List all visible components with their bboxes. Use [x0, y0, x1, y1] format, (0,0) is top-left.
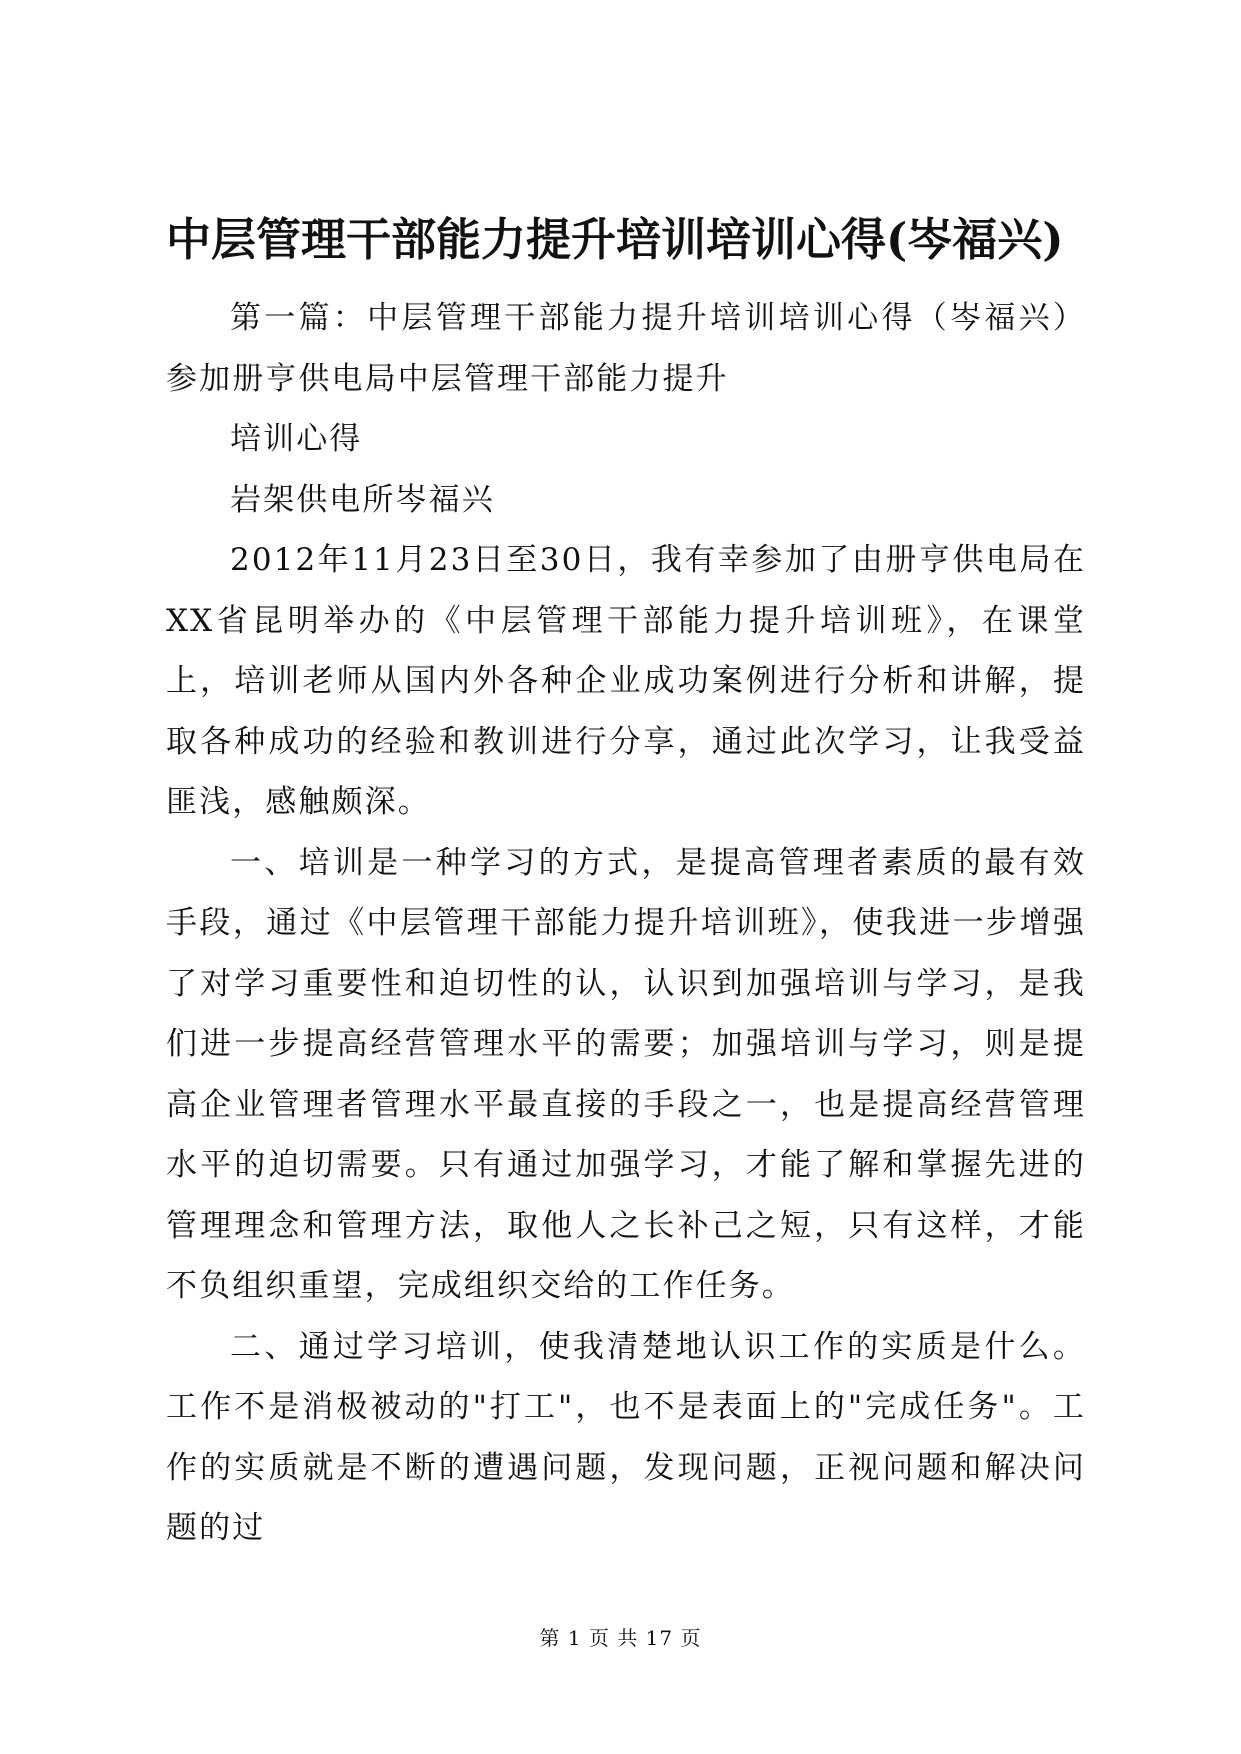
paragraph-point-two: 二、通过学习培训，使我清楚地认识工作的实质是什么。工作不是消极被动的"打工"，也不是表面上的"完成任务"。工作的实质就是不断的遭遇问题，发现问题，正视问题和解决问题的过 [166, 1328, 1086, 1546]
paragraph-opening: 2012年11月23日至30日，我有幸参加了由册亨供电局在XX省昆明举办的《中层管理干部能力提升培训班》，在课堂上，培训老师从国内外各种企业成功案例进行分析和讲解，提取各种成功的经验和教训进行分享，通过此次学习，让我受益匪浅，感触颇深。 [166, 542, 1086, 820]
paragraph-intro: 第一篇：中层管理干部能力提升培训培训心得（岑福兴）参加册亨供电局中层管理干部能力提升 [166, 300, 1086, 397]
document-body [166, 288, 1086, 1559]
document-title: 中层管理干部能力提升培训培训心得(岑福兴) [166, 213, 1064, 266]
paragraph-heading: 培训心得 [230, 421, 363, 457]
paragraph-point-one: 一、培训是一种学习的方式，是提高管理者素质的最有效手段，通过《中层管理干部能力提升培训班》，使我进一步增强了对学习重要性和迫切性的认，认识到加强培训与学习，是我们进一步提高经营管理水平的需要；加强培训与学习，则是提高企业管理者管理水平最直接的手段之一，也是提高经营管理水平的迫切需要。只有通过加强学习，才能了解和掌握先进的管理理念和管理方法，取他人之长补己之短，只有这样，才能不负组织重望，完成组织交给的工作任务。 [166, 844, 1086, 1304]
page-footer: 第 1 页 共 17 页 [539, 1626, 702, 1650]
paragraph-author: 岩架供电所岑福兴 [230, 481, 495, 518]
